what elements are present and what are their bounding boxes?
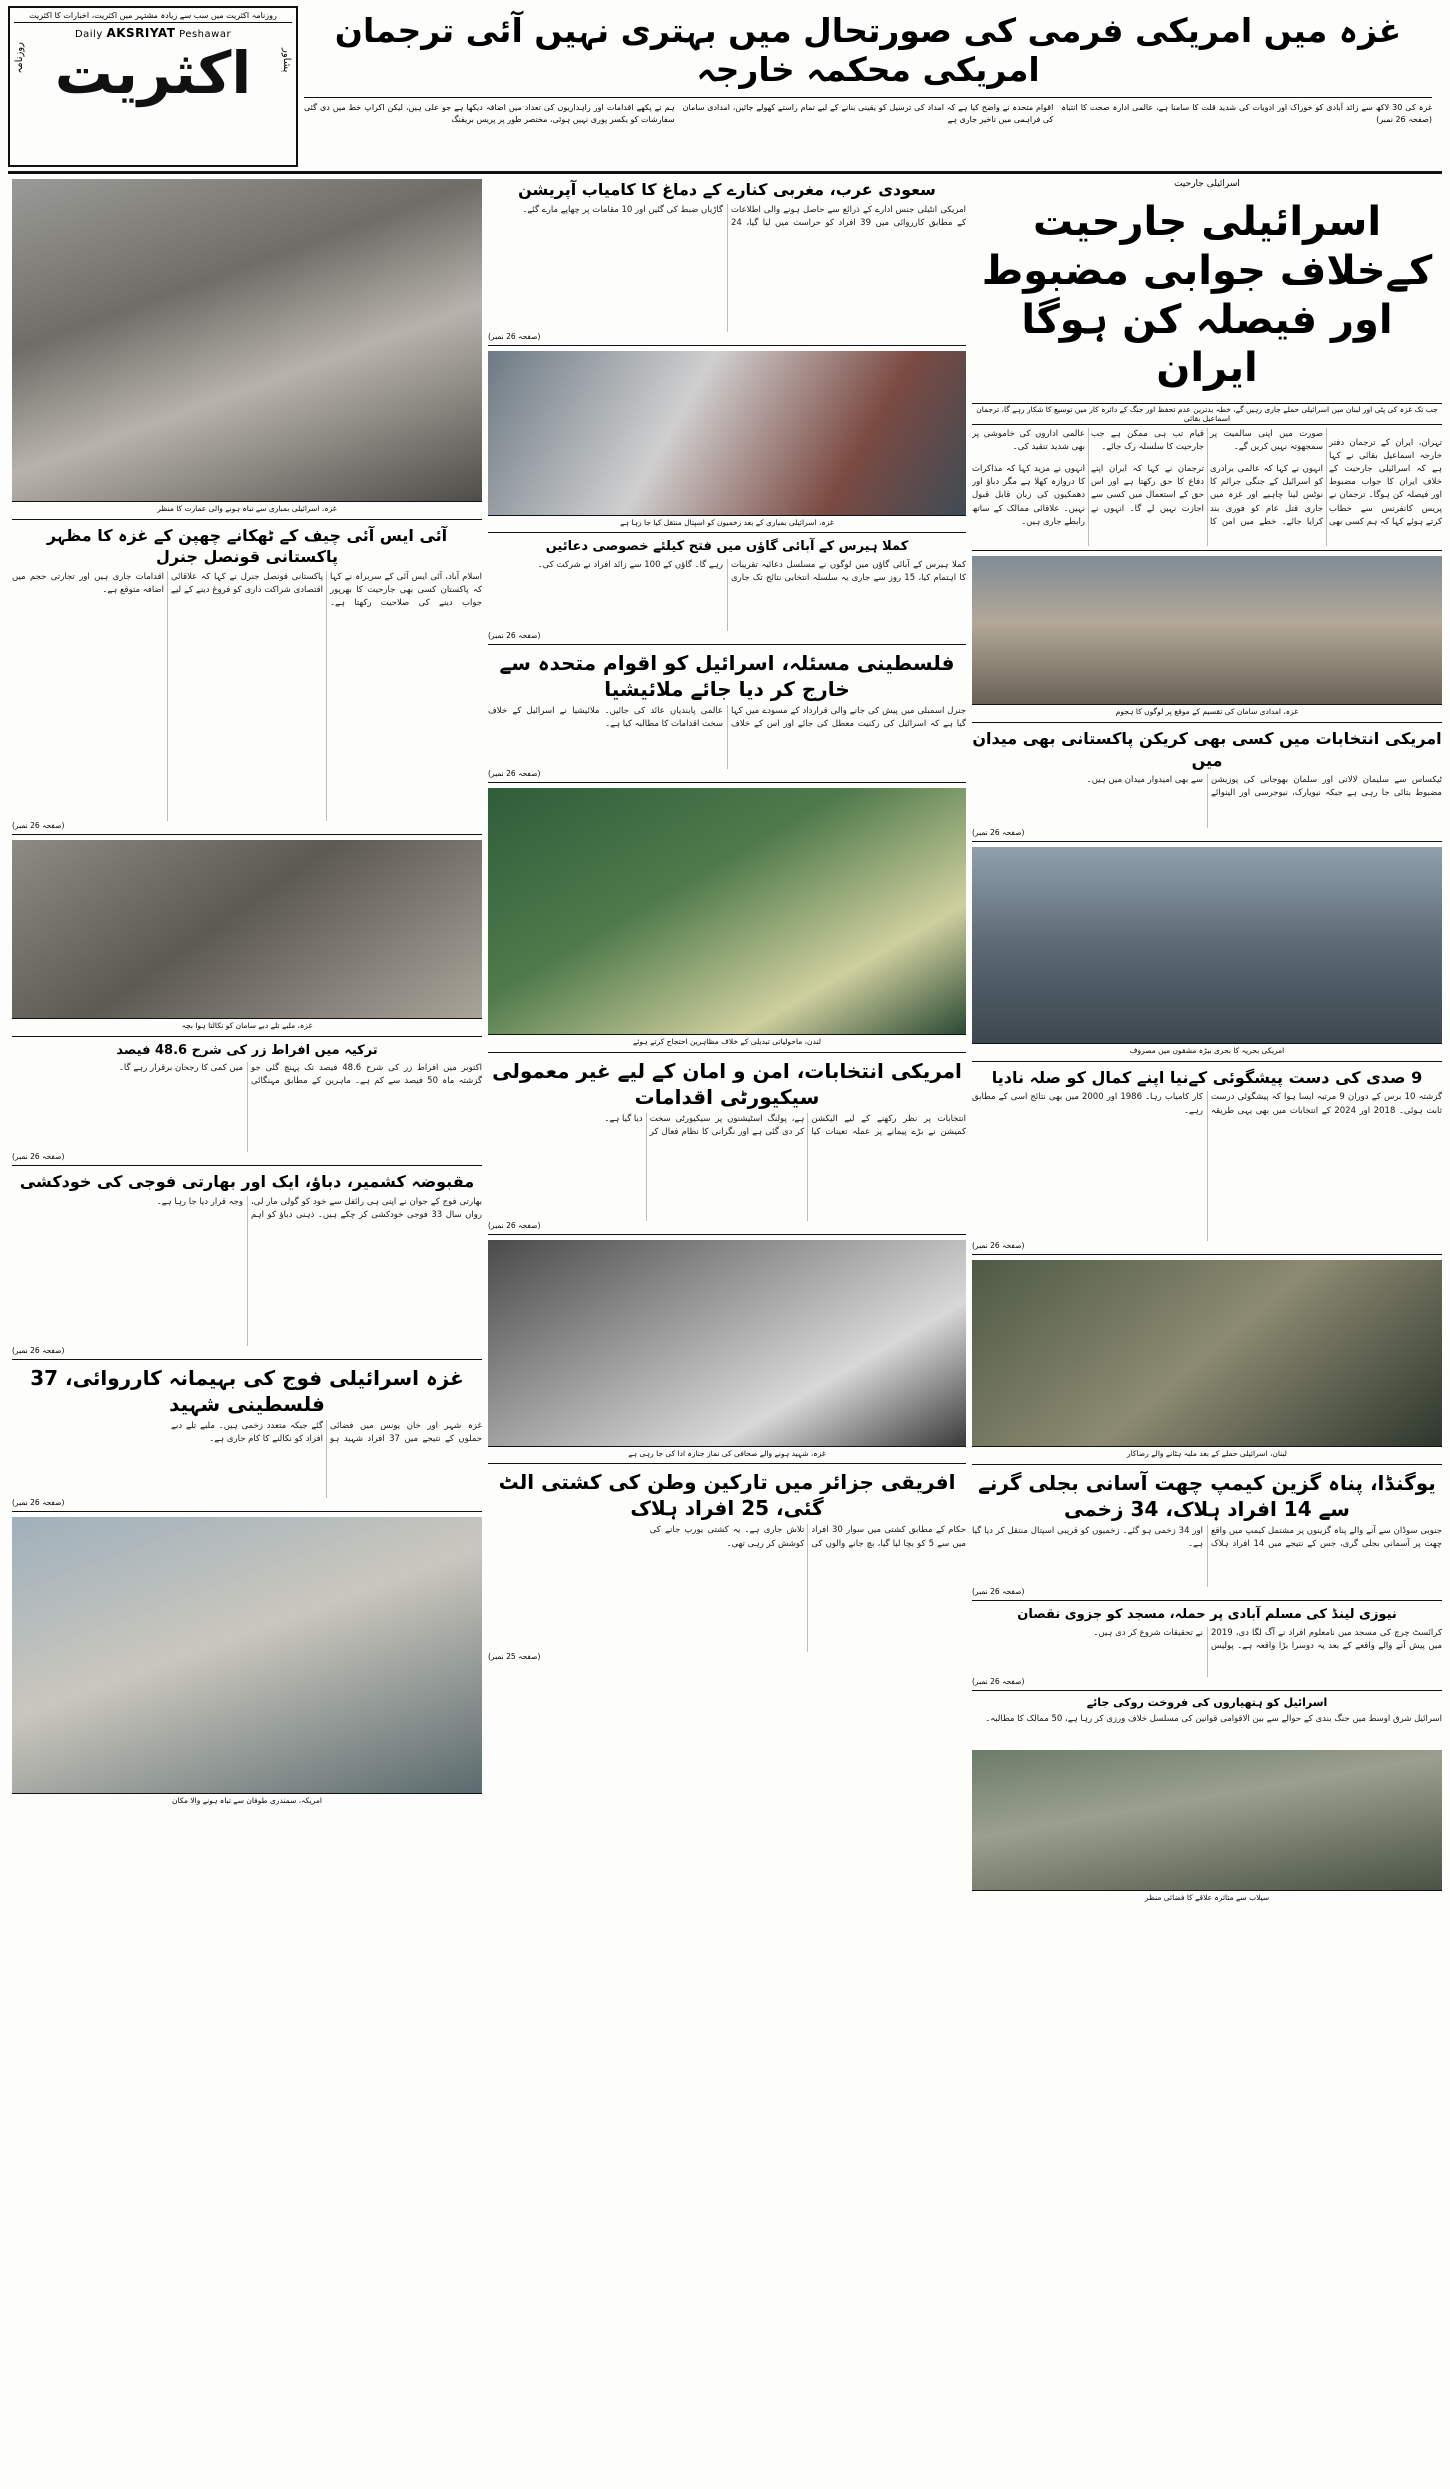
hero-kicker: اسرائیلی جارحیت (1174, 179, 1240, 189)
caption-protest: لندن، ماحولیاتی تبدیلی کے خلاف مظاہرین احتجاج کرتے ہوئے (488, 1034, 966, 1048)
photo-block-protest (488, 788, 966, 1053)
caption-flood: سیلاب سے متاثرہ علاقے کا فضائی منظر (972, 1890, 1442, 1904)
photo-navy (972, 847, 1442, 1043)
headline-arms-sale: اسرائیل کو ہتھیاروں کی فروخت روکی جائے (1086, 1695, 1328, 1709)
headline-inflation: ترکیہ میں افراط زر کی شرح 48.6 فیصد (116, 1042, 378, 1058)
page-ref-isi-chief: (صفحہ 26 نمبر) (12, 820, 65, 830)
body-us-election-security: انتخابات پر نظر رکھنے کے لیے الیکشن کمیشن نے بڑے پیمانے پر عملہ تعینات کیا ہے، پولنگ اسٹیشنوں پر سیکیورٹی سخت کر دی گئی ہے اور نگرانی کا نظام فعال کر دیا گیا ہے۔ (604, 1113, 966, 1137)
hero-body-p3: ترجمان نے کہا کہ ایران اپنے دفاع کا حق رکھتا ہے اور اس حق کے استعمال میں کسی سے اجازت نہیں لے گا۔ انہوں نے عالمی اداروں کی خاموشی پر بھی شدید تنقید کی۔ (972, 429, 1204, 514)
lead-deck-col-1: ہم نے پکھے اقدامات اور راہداریوں کی تعداد میں اضافہ دیکھا ہے جو علی ہیں، لیکن اکراپ خط میں دی گئی سفارشات کو یکسر پوری نہیں ہوئی، مختصر طور پر پریس بریفنگ (304, 102, 675, 124)
page-ref-newzealand: (صفحہ 26 نمبر) (972, 1676, 1025, 1686)
masthead-daily-label: روزنامہ (14, 42, 25, 74)
caption-rubble: غزہ، اسرائیلی بمباری سے تباہ ہونے والی عمارت کا منظر (12, 501, 482, 515)
page-ref-kamala-village: (صفحہ 26 نمبر) (488, 630, 541, 640)
caption-house: امریکہ، سمندری طوفان سے تباہ ہونے والا مکان (12, 1793, 482, 1807)
column-middle (488, 179, 966, 2469)
body-arms-sale: اسرائیل شرق اوسط میں جنگ بندی کے حوالے سے بین الاقوامی قوانین کی مسلسل خلاف ورزی کر رہا ہے، 50 ممالک کا مطالبہ۔ (985, 1713, 1442, 1724)
main-grid (8, 179, 1442, 2469)
hero-headline: اسرائیلی جارحیت کےخلاف جوابی مضبوط اور فیصلہ کن ہوگا ایران (981, 199, 1433, 392)
headline-us-poll: امریکی انتخابات میں کسی بھی کریکن پاکستانی بھی میدان میں (972, 728, 1442, 770)
headline-newzealand: نیوزی لینڈ کی مسلم آبادی پر حملہ، مسجد کو جزوی نقصان (1017, 1607, 1397, 1623)
article-9th-century (972, 1067, 1442, 1256)
headline-uganda: یوگنڈا، پناہ گزین کیمپ چھت آسانی بجلی گرنے سے 14 افراد ہلاک، 34 زخمی (978, 1471, 1436, 1522)
hero-body-p2: انہوں نے کہا کہ عالمی برادری کو اسرائیل کے جنگی جرائم کا نوٹس لینا چاہیے اور غزہ میں جاری قتل عام کو فوری بند کرایا جائے۔ خطے میں امن کا قیام تب ہی ممکن ہے جب جارحیت کا سلسلہ رک جائے۔ (1091, 429, 1323, 527)
body-newzealand: کرائسٹ چرچ کی مسجد میں نامعلوم افراد نے آگ لگا دی، 2019 میں پیش آنے والے واقعے کے بعد یہ دوسرا بڑا واقعہ ہے۔ پولیس نے تحقیقات شروع کر دی ہیں۔ (1093, 1627, 1442, 1651)
masthead-city-label: پشاور (281, 48, 292, 73)
photo-block-rubble (12, 179, 482, 520)
headline-kashmir: مقبوضہ کشمیر، دباؤ، ایک اور بھارتی فوجی کی خودکشی (19, 1172, 475, 1192)
photo-block-boy (12, 840, 482, 1037)
headline-kamala-village: کملا ہیرس کے آبائی گاؤں میں فتح کیلئے خصوصی دعائیں (545, 539, 909, 555)
article-us-poll-pakistanis (972, 728, 1442, 842)
caption-gaza-aid: غزہ، امدادی سامان کی تقسیم کے موقع پر لوگوں کا ہجوم (972, 704, 1442, 718)
headline-palestine-un: فلسطینی مسئلہ، اسرائیل کو اقوام متحدہ سے خارج کر دیا جائے ملائیشیا (499, 650, 955, 701)
photo-block-navy (972, 847, 1442, 1062)
page-ref-us-poll: (صفحہ 26 نمبر) (972, 828, 1025, 838)
lead-deck-col-3: غزہ کی 30 لاکھ سے زائد آبادی کو خوراک اور ادویات کی شدید قلت کا سامنا ہے، عالمی ادارہ صحت کا انتباہ (صفحہ 26 نمبر) (1061, 102, 1433, 124)
hero-body (972, 428, 1442, 546)
page-ref-kashmir: (صفحہ 26 نمبر) (12, 1345, 65, 1355)
body-gaza-37: غزہ شہر اور خان یونس میں فضائی حملوں کے نتیجے میں 37 افراد شہید ہو گئے جبکہ متعدد زخمی ہیں۔ ملبے تلے دبے افراد کو نکالنے کا کام جاری ہے۔ (171, 1420, 482, 1444)
lead-headline: غزہ میں امریکی فرمی کی صورتحال میں بہتری نہیں آئی ترجمان امریکی محکمہ خارجہ (334, 11, 1402, 89)
article-palestine-un (488, 650, 966, 783)
photo-boy (12, 840, 482, 1018)
brand-city: Peshawar (179, 29, 232, 40)
article-newzealand (972, 1606, 1442, 1691)
photo-rubble (12, 179, 482, 501)
photo-house (12, 1517, 482, 1793)
hero-body-p4: انہوں نے مزید کہا کہ مذاکرات کا دروازہ کھلا ہے مگر دباؤ اور دھمکیوں کی زبان قابل قبول نہیں۔ علاقائی ممالک کے ساتھ رابطے جاری ہیں۔ (972, 464, 1085, 527)
photo-block-soldier (972, 1260, 1442, 1465)
masthead-brand-latin (14, 26, 292, 40)
article-gaza-37 (12, 1365, 482, 1512)
body-us-poll: ٹیکساس سے سلیمان لالانی اور سلمان بھوجانی کی پوزیشن مضبوط بتائی جا رہی ہے جبکہ نیویارک، نیوجرسی اور الینوائے سے بھی امیدوار میدان میں ہیں۔ (1086, 775, 1442, 799)
page-ref-9th-century: (صفحہ 26 نمبر) (972, 1241, 1025, 1251)
article-inflation (12, 1042, 482, 1167)
page-ref-palestine-un: (صفحہ 26 نمبر) (488, 768, 541, 778)
body-boat-25: حکام کے مطابق کشتی میں سوار 30 افراد میں سے 5 کو بچا لیا گیا، بچ جانے والوں کی تلاش جاری ہے۔ یہ کشتی یورپ جانے کی کوشش کر رہی تھی۔ (649, 1525, 966, 1549)
lead-deck (304, 97, 1432, 126)
body-palestine-un: جنرل اسمبلی میں پیش کی جانے والی قرارداد کے مسودے میں کہا گیا ہے کہ اسرائیل کی رکنیت معطل کی جائے اور اس کے خلاف عالمی پابندیاں عائد کی جائیں۔ ملائیشیا نے اسرائیل کے خلاف سخت اقدامات کا مطالبہ کیا ہے۔ (488, 705, 966, 730)
photo-protest (488, 788, 966, 1034)
lead-deck-col-2: اقوام متحدہ نے واضح کیا ہے کہ امداد کی ترسیل کو یقینی بنانے کے لیے تمام راستے کھولے جائیں، امدادی سامان کی فراہمی میں تاخیر جاری ہے (682, 102, 1054, 124)
body-kashmir: بھارتی فوج کے جوان نے اپنی ہی رائفل سے خود کو گولی مار لی، رواں سال 33 فوجی خودکشی کر چکے ہیں۔ ذہنی دباؤ کو اہم وجہ قرار دیا جا رہا ہے۔ (156, 1196, 482, 1220)
photo-gaza-aid (972, 556, 1442, 704)
photo-ambulance (488, 351, 966, 515)
caption-press-funeral: غزہ، شہید ہونے والے صحافی کی نماز جنازہ ادا کی جا رہی ہے (488, 1446, 966, 1460)
headline-9th-century: 9 صدی کی دست پیشگوئی کےنیا اپنے کمال کو صلہ نادیا (991, 1067, 1423, 1087)
article-saudi-op (488, 179, 966, 346)
caption-soldier: لبنان، اسرائیلی حملے کے بعد ملبہ ہٹانے والے رضاکار (972, 1446, 1442, 1460)
brand-daily: Daily (74, 29, 103, 40)
article-kashmir (12, 1171, 482, 1360)
column-left (12, 179, 482, 2469)
headline-saudi-op: سعودی عرب، مغربی کنارے کے دماغ کا کامیاب آپریشن (518, 180, 936, 199)
body-kamala-village: کملا ہیرس کے آبائی گاؤں میں لوگوں نے مسلسل دعائیہ تقریبات کا اہتمام کیا، 15 روز سے جاری یہ سلسلہ انتخابی نتائج تک جاری رہے گا۔ گاؤں کے 100 سے زائد افراد نے شرکت کی۔ (537, 559, 966, 584)
photo-block-press (488, 1240, 966, 1465)
masthead-title: اکثریت (54, 39, 252, 107)
article-us-election-security (488, 1058, 966, 1235)
article-isi-chief (12, 525, 482, 835)
body-saudi-op: امریکی انٹیلی جنس ادارے کے ذرائع سے حاصل ہونے والی اطلاعات کے مطابق کارروائی میں 39 افراد کو حراست میں لیا گیا، 24 گاڑیاں ضبط کی گئیں اور 10 مقامات پر چھاپے مارے گئے۔ (522, 204, 966, 228)
page-ref-uganda: (صفحہ 26 نمبر) (972, 1587, 1025, 1597)
brand-name: AKSRIYAT (106, 26, 176, 40)
page-ref-inflation: (صفحہ 26 نمبر) (12, 1152, 65, 1162)
body-9th-century: گزشتہ 10 برس کے دوران 9 مرتبہ ایسا ہوا کہ پیشگوئی درست ثابت ہوئی۔ 2018 اور 2024 کے انتخابات میں بھی یہی طریقہ کار کامیاب رہا۔ 1986 اور 2000 میں بھی نتائج اسی کے مطابق رہے۔ (972, 1092, 1442, 1116)
hero-body-p1: تہران، ایران کے ترجمان دفتر خارجہ اسماعیل بقائی نے کہا ہے کہ اسرائیلی جارحیت کے خلاف ایران کا جواب مضبوط اور فیصلہ کن ہوگا۔ ترجمان نے پریس کانفرنس سے خطاب کرتے ہوئے کہا کہ ہم کسی بھی صورت میں اپنی سالمیت پر سمجھوتہ نہیں کریں گے۔ (1210, 429, 1442, 527)
headline-gaza-37: غزہ اسرائیلی فوج کی بہیمانہ کارروائی، 37 فلسطینی شہید (30, 1365, 464, 1416)
masthead-topline: روزنامہ اکثریت میں سب سے زیادہ مشتہر میں اکثریت، اخبارات کا اکثریت (14, 11, 292, 23)
article-boat-25 (488, 1469, 966, 1665)
page-ref-boat-25: (صفحہ 25 نمبر) (488, 1652, 541, 1662)
masthead-logo (8, 6, 298, 167)
page-ref-gaza-37: (صفحہ 26 نمبر) (12, 1497, 65, 1507)
headline-boat-25: افریقی جزائر میں تارکین وطن کی کشتی الٹ گئی، 25 افراد ہلاک (498, 1470, 956, 1521)
article-kamala-village (488, 538, 966, 645)
headline-isi-chief: آئی ایس آئی چیف کے ٹھکانے چھپن کے غزہ کا مظہر پاکستانی قونصل جنرل (46, 525, 448, 567)
photo-block-ambulance (488, 351, 966, 534)
photo-block-gaza-aid (972, 556, 1442, 723)
hero-subdeck: جب تک غزہ کی پٹی اور لبنان میں اسرائیلی حملے جاری رہیں گے، خطہ بدترین عدم تحفظ اور جنگ کے دائرہ کار میں توسیع کا شکار رہے گا، ترجمان اسماعیل بقائی (972, 403, 1442, 425)
photo-press-funeral (488, 1240, 966, 1446)
body-uganda: جنوبی سوڈان سے آنے والے پناہ گزینوں پر مشتمل کیمپ میں واقع چھت پر آسمانی بجلی گری، جس کے نتیجے میں 14 افراد ہلاک اور 34 زخمی ہو گئے۔ زخمیوں کو قریبی اسپتال منتقل کر دیا گیا ہے۔ (972, 1526, 1442, 1550)
body-isi-chief: اسلام آباد، آئی ایس آئی کے سربراہ نے کہا کہ پاکستان کسی بھی جارحیت کا بھرپور جواب دینے کی صلاحیت رکھتا ہے۔ پاکستانی قونصل جنرل نے کہا کہ علاقائی اقتصادی شراکت داری کو فروغ دینے کے لیے اقدامات جاری ہیں اور تجارتی حجم میں اضافہ متوقع ہے۔ (12, 571, 482, 609)
masthead (8, 6, 1442, 174)
body-inflation: اکتوبر میں افراط زر کی شرح 48.6 فیصد تک پہنچ گئی جو گزشتہ ماہ 50 فیصد سے کم ہے۔ ماہرین کے مطابق مہنگائی میں کمی کا رجحان برقرار رہے گا۔ (118, 1063, 482, 1087)
masthead-lead-story (300, 6, 1442, 167)
column-right (972, 179, 1442, 2469)
photo-flood (972, 1750, 1442, 1890)
headline-us-election-security: امریکی انتخابات، امن و امان کے لیے غیر معمولی سیکیورٹی اقدامات (492, 1058, 962, 1109)
page-ref-saudi-op: (صفحہ 26 نمبر) (488, 331, 541, 341)
photo-block-house (12, 1517, 482, 1811)
caption-ambulance: غزہ، اسرائیلی بمباری کے بعد زخمیوں کو اسپتال منتقل کیا جا رہا ہے (488, 515, 966, 529)
page-ref-us-election-security: (صفحہ 26 نمبر) (488, 1220, 541, 1230)
photo-soldier (972, 1260, 1442, 1446)
caption-boy: غزہ، ملبے تلے دبے سامان کو نکالتا ہوا بچہ (12, 1018, 482, 1032)
hero-story (972, 179, 1442, 551)
caption-navy: امریکی بحریہ کا بحری بیڑہ مشقوں میں مصروف (972, 1043, 1442, 1057)
article-uganda (972, 1470, 1442, 1601)
article-arms-sale (972, 1696, 1442, 1908)
